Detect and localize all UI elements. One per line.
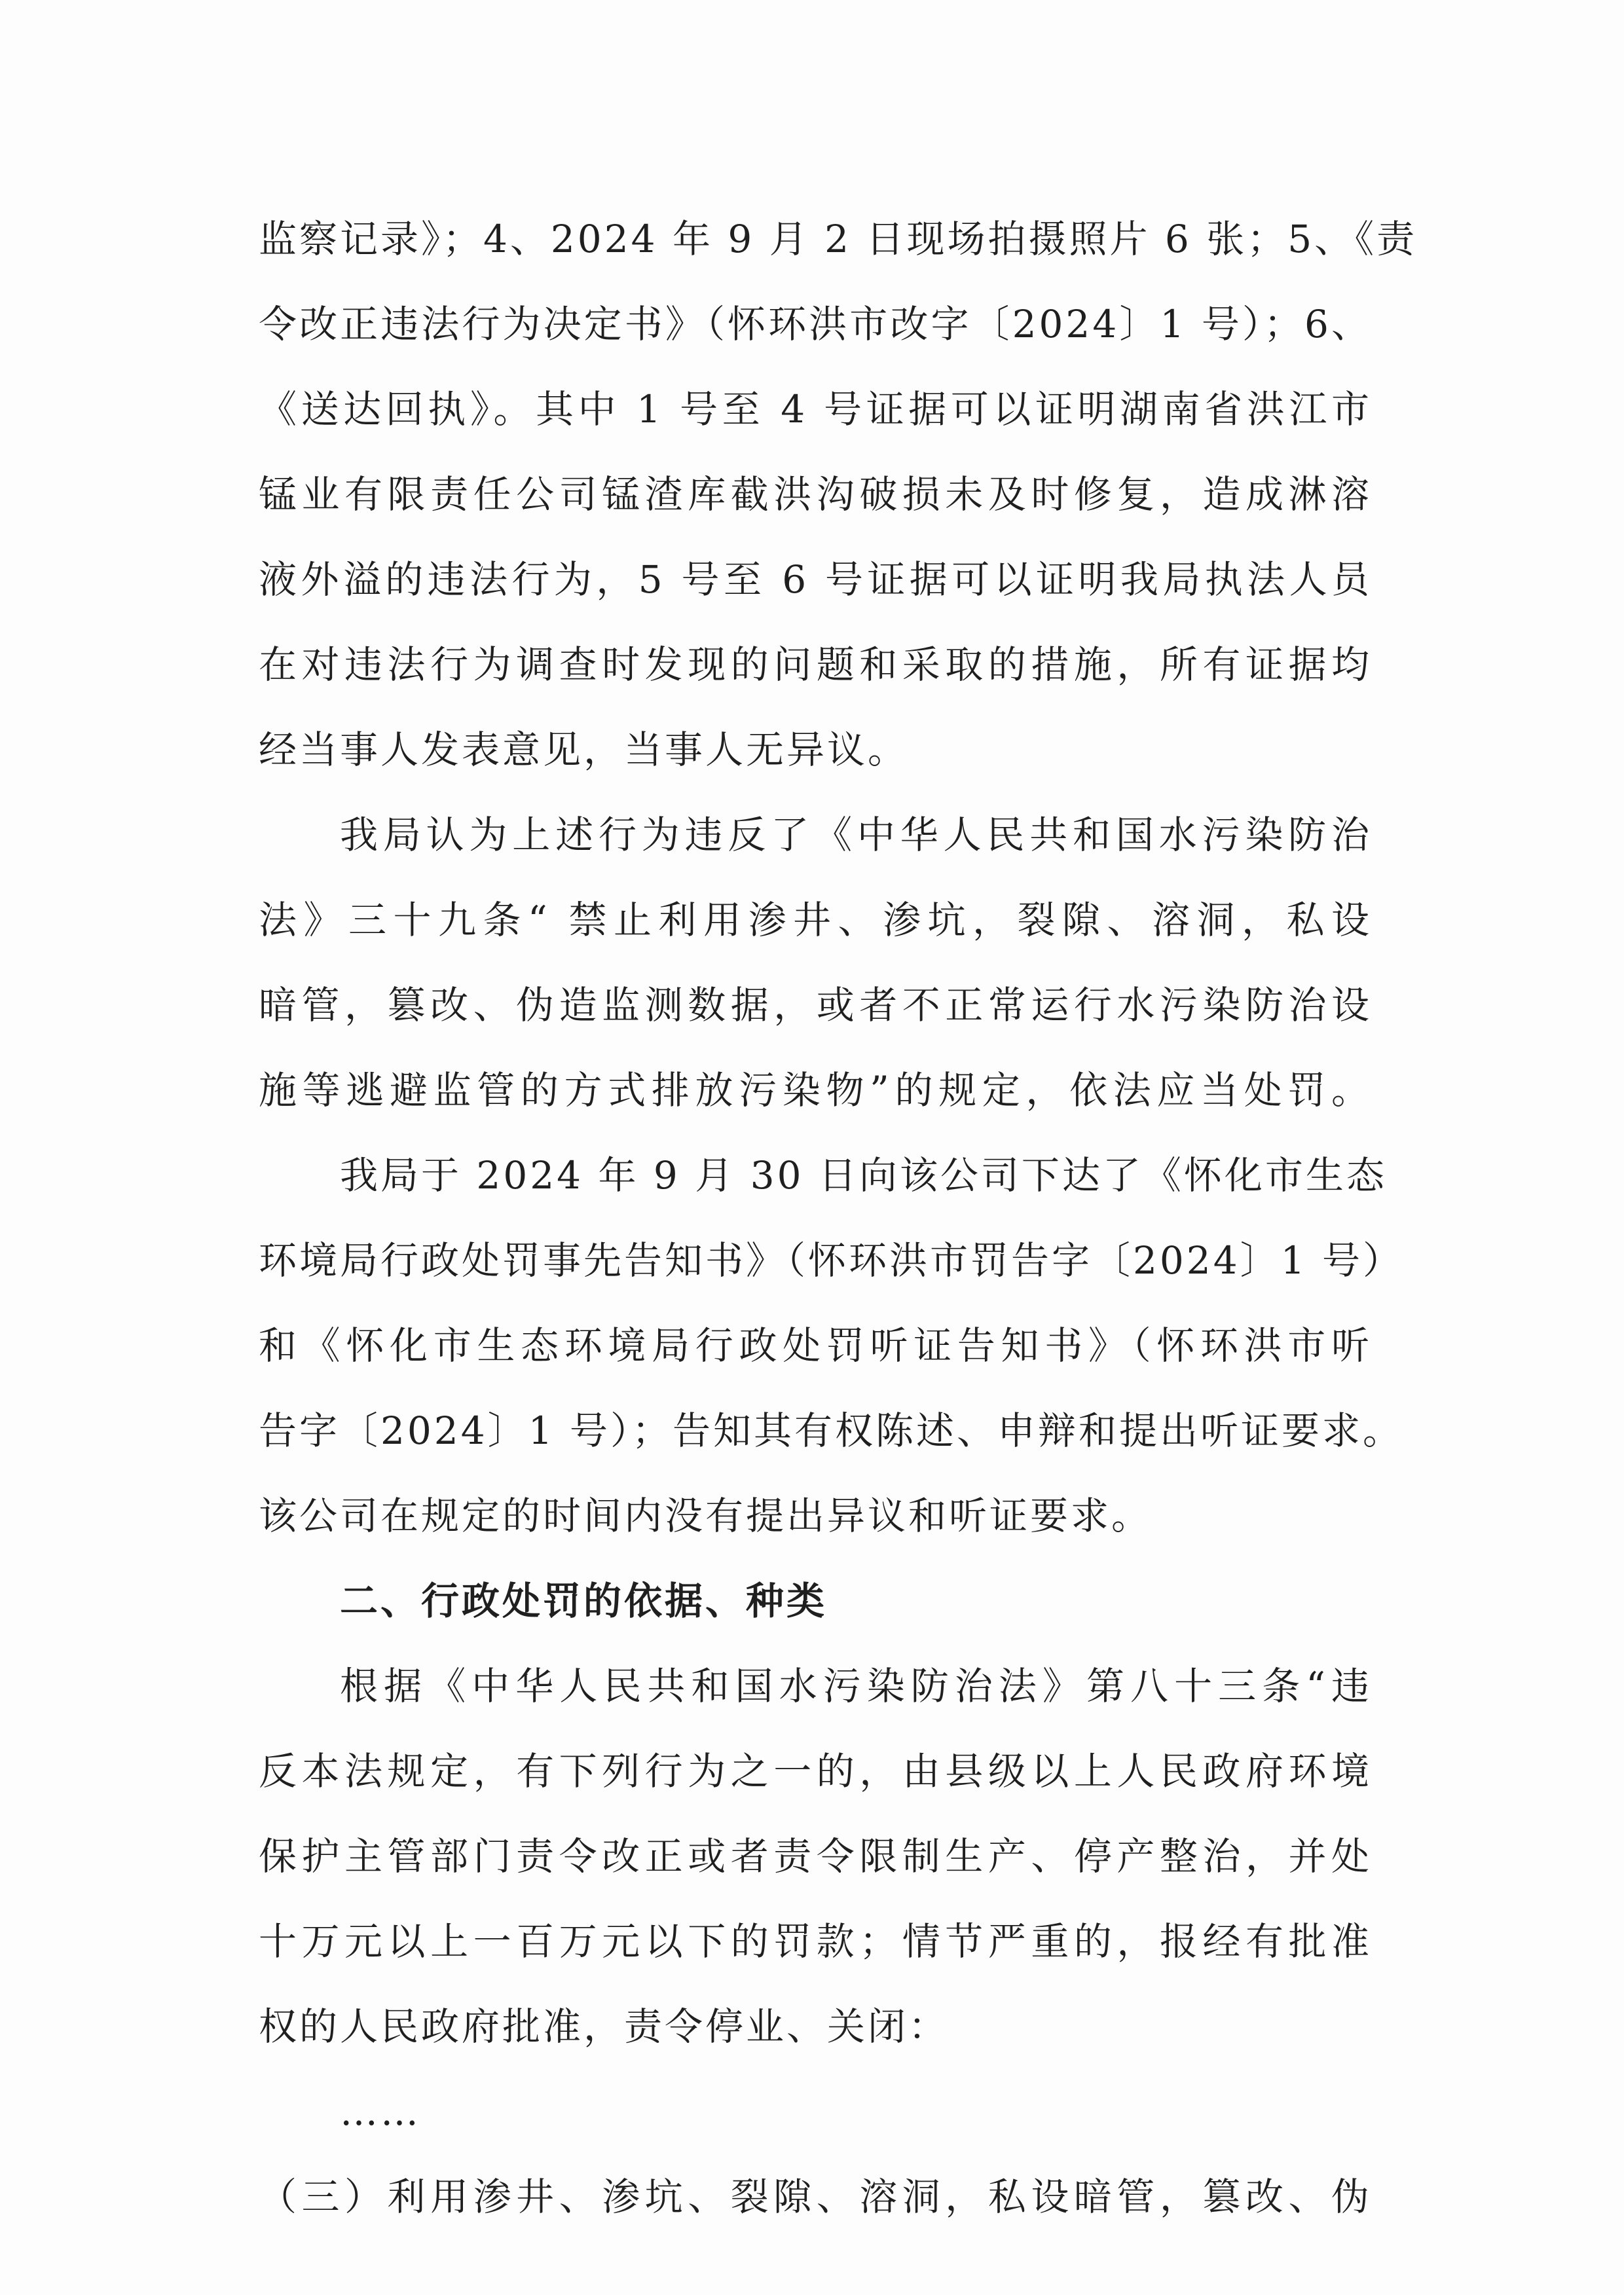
- text-line: 权的人民政府批准，责令停业、关闭：: [259, 2004, 950, 2049]
- text-line: 监察记录》；4、2024 年 9 月 2 日现场拍摄照片 6 张；5、《责: [259, 217, 1418, 261]
- text-line: 令改正违法行为决定书》（怀环洪市改字〔2024〕1 号）；6、: [259, 302, 1372, 346]
- text-line: 液外溢的违法行为，5 号至 6 号证据可以证明我局执法人员: [259, 557, 1372, 602]
- paragraph-first-line: 我局认为上述行为违反了《中华人民共和国水污染防治: [340, 813, 1372, 857]
- text-line: 法》三十九条“ 禁止利用渗井、渗坑，裂隙、溶洞，私设: [259, 898, 1372, 942]
- text-line: 环境局行政处罚事先告知书》（怀环洪市罚告字〔2024〕1 号）: [259, 1238, 1403, 1283]
- text-line: 十万元以上一百万元以下的罚款；情节严重的，报经有批准: [259, 1919, 1372, 1964]
- text-line: （三）利用渗井、渗坑、裂隙、溶洞，私设暗管，篡改、伪: [259, 2175, 1372, 2219]
- text-line: 经当事人发表意见，当事人无异议。: [259, 727, 909, 772]
- text-line: 该公司在规定的时间内没有提出异议和听证要求。: [259, 1494, 1153, 1538]
- ellipsis-line: ……: [340, 2089, 421, 2134]
- text-line: 告字〔2024〕1 号）；告知其有权陈述、申辩和提出听证要求。: [259, 1408, 1403, 1453]
- paragraph-first-line: 根据《中华人民共和国水污染防治法》第八十三条“违: [340, 1664, 1372, 1708]
- document-body: [259, 196, 1418, 2239]
- paragraph-first-line: 我局于 2024 年 9 月 30 日向该公司下达了《怀化市生态: [340, 1153, 1387, 1198]
- text-line: 锰业有限责任公司锰渣库截洪沟破损未及时修复，造成淋溶: [259, 472, 1372, 517]
- text-line: 《送达回执》。其中 1 号至 4 号证据可以证明湖南省洪江市: [259, 387, 1372, 431]
- text-line: 施等逃避监管的方式排放污染物”的规定，依法应当处罚。: [259, 1068, 1372, 1112]
- text-line: 和《怀化市生态环境局行政处罚听证告知书》（怀环洪市听: [259, 1323, 1372, 1368]
- text-line: 反本法规定，有下列行为之一的，由县级以上人民政府环境: [259, 1749, 1372, 1793]
- text-line: 暗管，篡改、伪造监测数据，或者不正常运行水污染防治设: [259, 983, 1372, 1027]
- text-line: 保护主管部门责令改正或者责令限制生产、停产整治，并处: [259, 1834, 1372, 1879]
- section-heading: 二、行政处罚的依据、种类: [340, 1579, 828, 1623]
- text-line: 在对违法行为调查时发现的问题和采取的措施，所有证据均: [259, 642, 1372, 687]
